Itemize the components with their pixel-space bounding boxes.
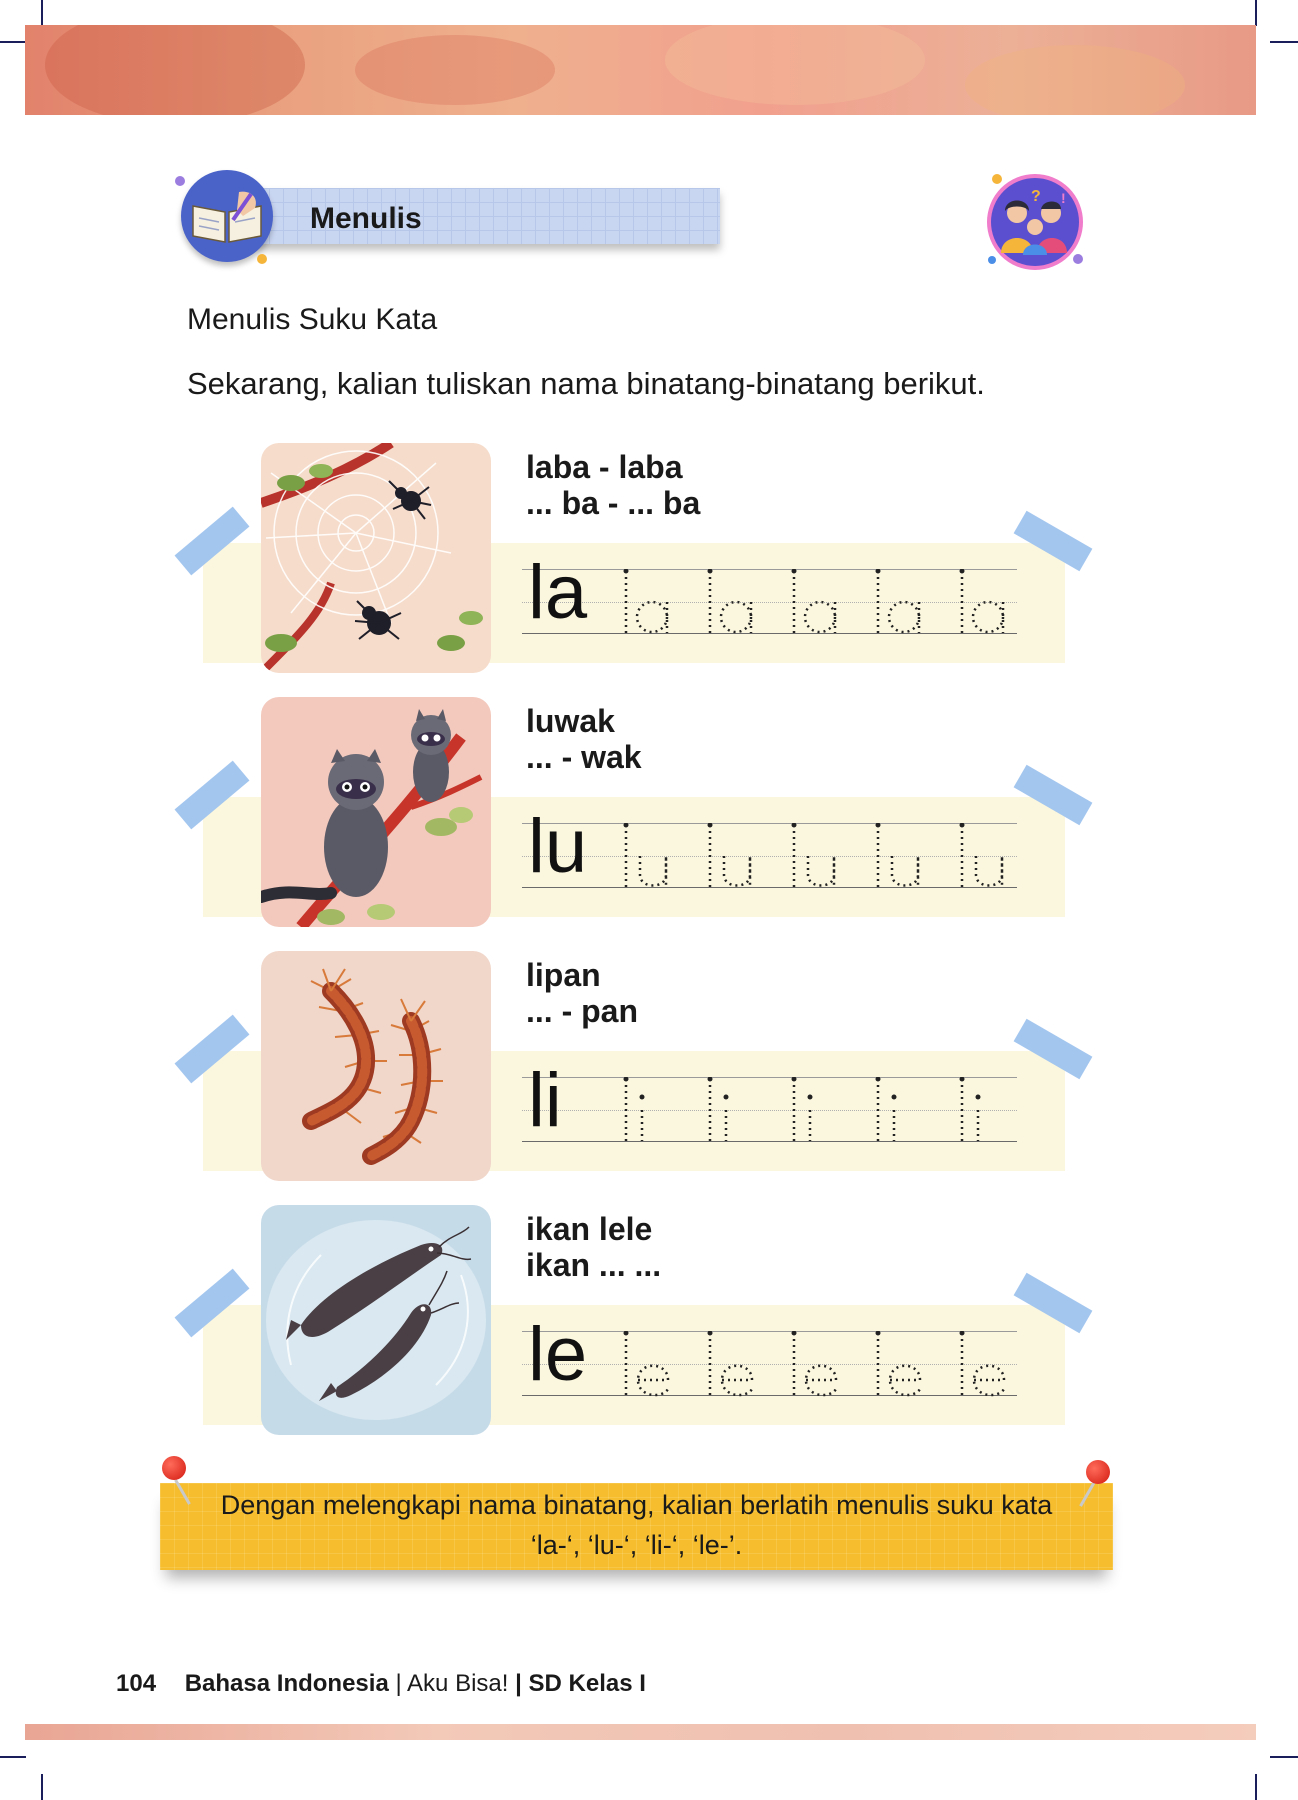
tracing-practice: [620, 823, 1020, 893]
traced-syllable: [956, 569, 1040, 639]
syllable-hint: ... - pan: [526, 993, 638, 1029]
animal-name: luwak: [526, 703, 615, 739]
tracing-practice: [620, 569, 1020, 639]
decorative-banner-bottom: [25, 1724, 1256, 1740]
page-number: 104: [116, 1670, 157, 1697]
traced-syllable: [872, 1077, 956, 1147]
traced-syllable: [704, 823, 788, 893]
catfish-illustration: [261, 1205, 491, 1435]
crop-mark: [41, 1774, 43, 1800]
decorative-dot: [175, 176, 185, 186]
animal-name: ikan lele: [526, 1211, 653, 1247]
decorative-dot: [257, 254, 267, 264]
traced-syllable: [704, 569, 788, 639]
exercise-row: [0, 697, 1298, 937]
exercise-instruction: Sekarang, kalian tuliskan nama binatang-binatang berikut.: [187, 366, 985, 401]
centipede-illustration: [261, 951, 491, 1181]
traced-syllable: [872, 569, 956, 639]
traced-syllable: [788, 823, 872, 893]
tracing-practice: [620, 1077, 1020, 1147]
exercise-row: [0, 1205, 1298, 1445]
book-grade: SD Kelas I: [528, 1670, 646, 1697]
traced-syllable: [788, 1331, 872, 1401]
syllable-hint: ikan ... ...: [526, 1247, 662, 1283]
traced-syllable: [620, 1077, 704, 1147]
push-pin-icon: [1086, 1460, 1110, 1484]
traced-syllable: [788, 569, 872, 639]
tip-text-line: Dengan melengkapi nama binatang, kalian berlatih menulis suku kata: [220, 1490, 1053, 1520]
crop-mark: [41, 0, 43, 26]
footer-separator: |: [395, 1670, 402, 1697]
traced-syllable: [956, 823, 1040, 893]
decorative-banner-top: [25, 25, 1256, 115]
book-subject: Bahasa Indonesia: [184, 1670, 389, 1697]
animal-name: laba - laba: [526, 449, 683, 485]
svg-text:!: !: [1061, 190, 1066, 206]
crop-mark: [1270, 1756, 1298, 1758]
push-pin-icon: [162, 1456, 186, 1480]
civet-illustration: [261, 697, 491, 927]
family-icon: [987, 174, 1083, 270]
animal-name: lipan: [526, 957, 601, 993]
traced-syllable: [872, 1331, 956, 1401]
crop-mark: [1255, 0, 1257, 26]
traced-syllable: [620, 823, 704, 893]
decorative-dot: [992, 174, 1002, 184]
writing-book-icon: [181, 170, 273, 262]
traced-syllable: [956, 1331, 1040, 1401]
tracing-practice: [620, 1331, 1020, 1401]
spider-illustration: [261, 443, 491, 673]
model-syllable: li: [528, 1058, 562, 1143]
traced-syllable: [620, 569, 704, 639]
crop-mark: [1255, 1774, 1257, 1800]
book-series: Aku Bisa!: [407, 1670, 509, 1697]
model-syllable: la: [528, 550, 588, 635]
tip-text-line: ‘la-‘, ‘lu-‘, ‘li-‘, ‘le-’.: [530, 1530, 743, 1560]
model-syllable: le: [528, 1312, 588, 1397]
traced-syllable: [704, 1331, 788, 1401]
traced-syllable: [620, 1331, 704, 1401]
footer-separator: |: [515, 1670, 522, 1697]
exercise-row: [0, 443, 1298, 683]
traced-syllable: [788, 1077, 872, 1147]
crop-mark: [1270, 41, 1298, 43]
syllable-hint: ... - wak: [526, 739, 642, 775]
crop-mark: [0, 1756, 26, 1758]
section-title: Menulis: [310, 202, 422, 235]
model-syllable: lu: [528, 804, 588, 889]
syllable-hint: ... ba - ... ba: [526, 485, 701, 521]
svg-text:?: ?: [1031, 188, 1041, 205]
traced-syllable: [872, 823, 956, 893]
decorative-dot: [1073, 254, 1083, 264]
exercise-row: [0, 951, 1298, 1191]
decorative-dot: [988, 256, 996, 264]
traced-syllable: [704, 1077, 788, 1147]
tip-note: [160, 1483, 1113, 1570]
section-header: [175, 168, 755, 268]
crop-mark: [0, 41, 26, 43]
traced-syllable: [956, 1077, 1040, 1147]
page-footer: [116, 1670, 646, 1698]
exercise-subtitle: Menulis Suku Kata: [187, 303, 438, 336]
